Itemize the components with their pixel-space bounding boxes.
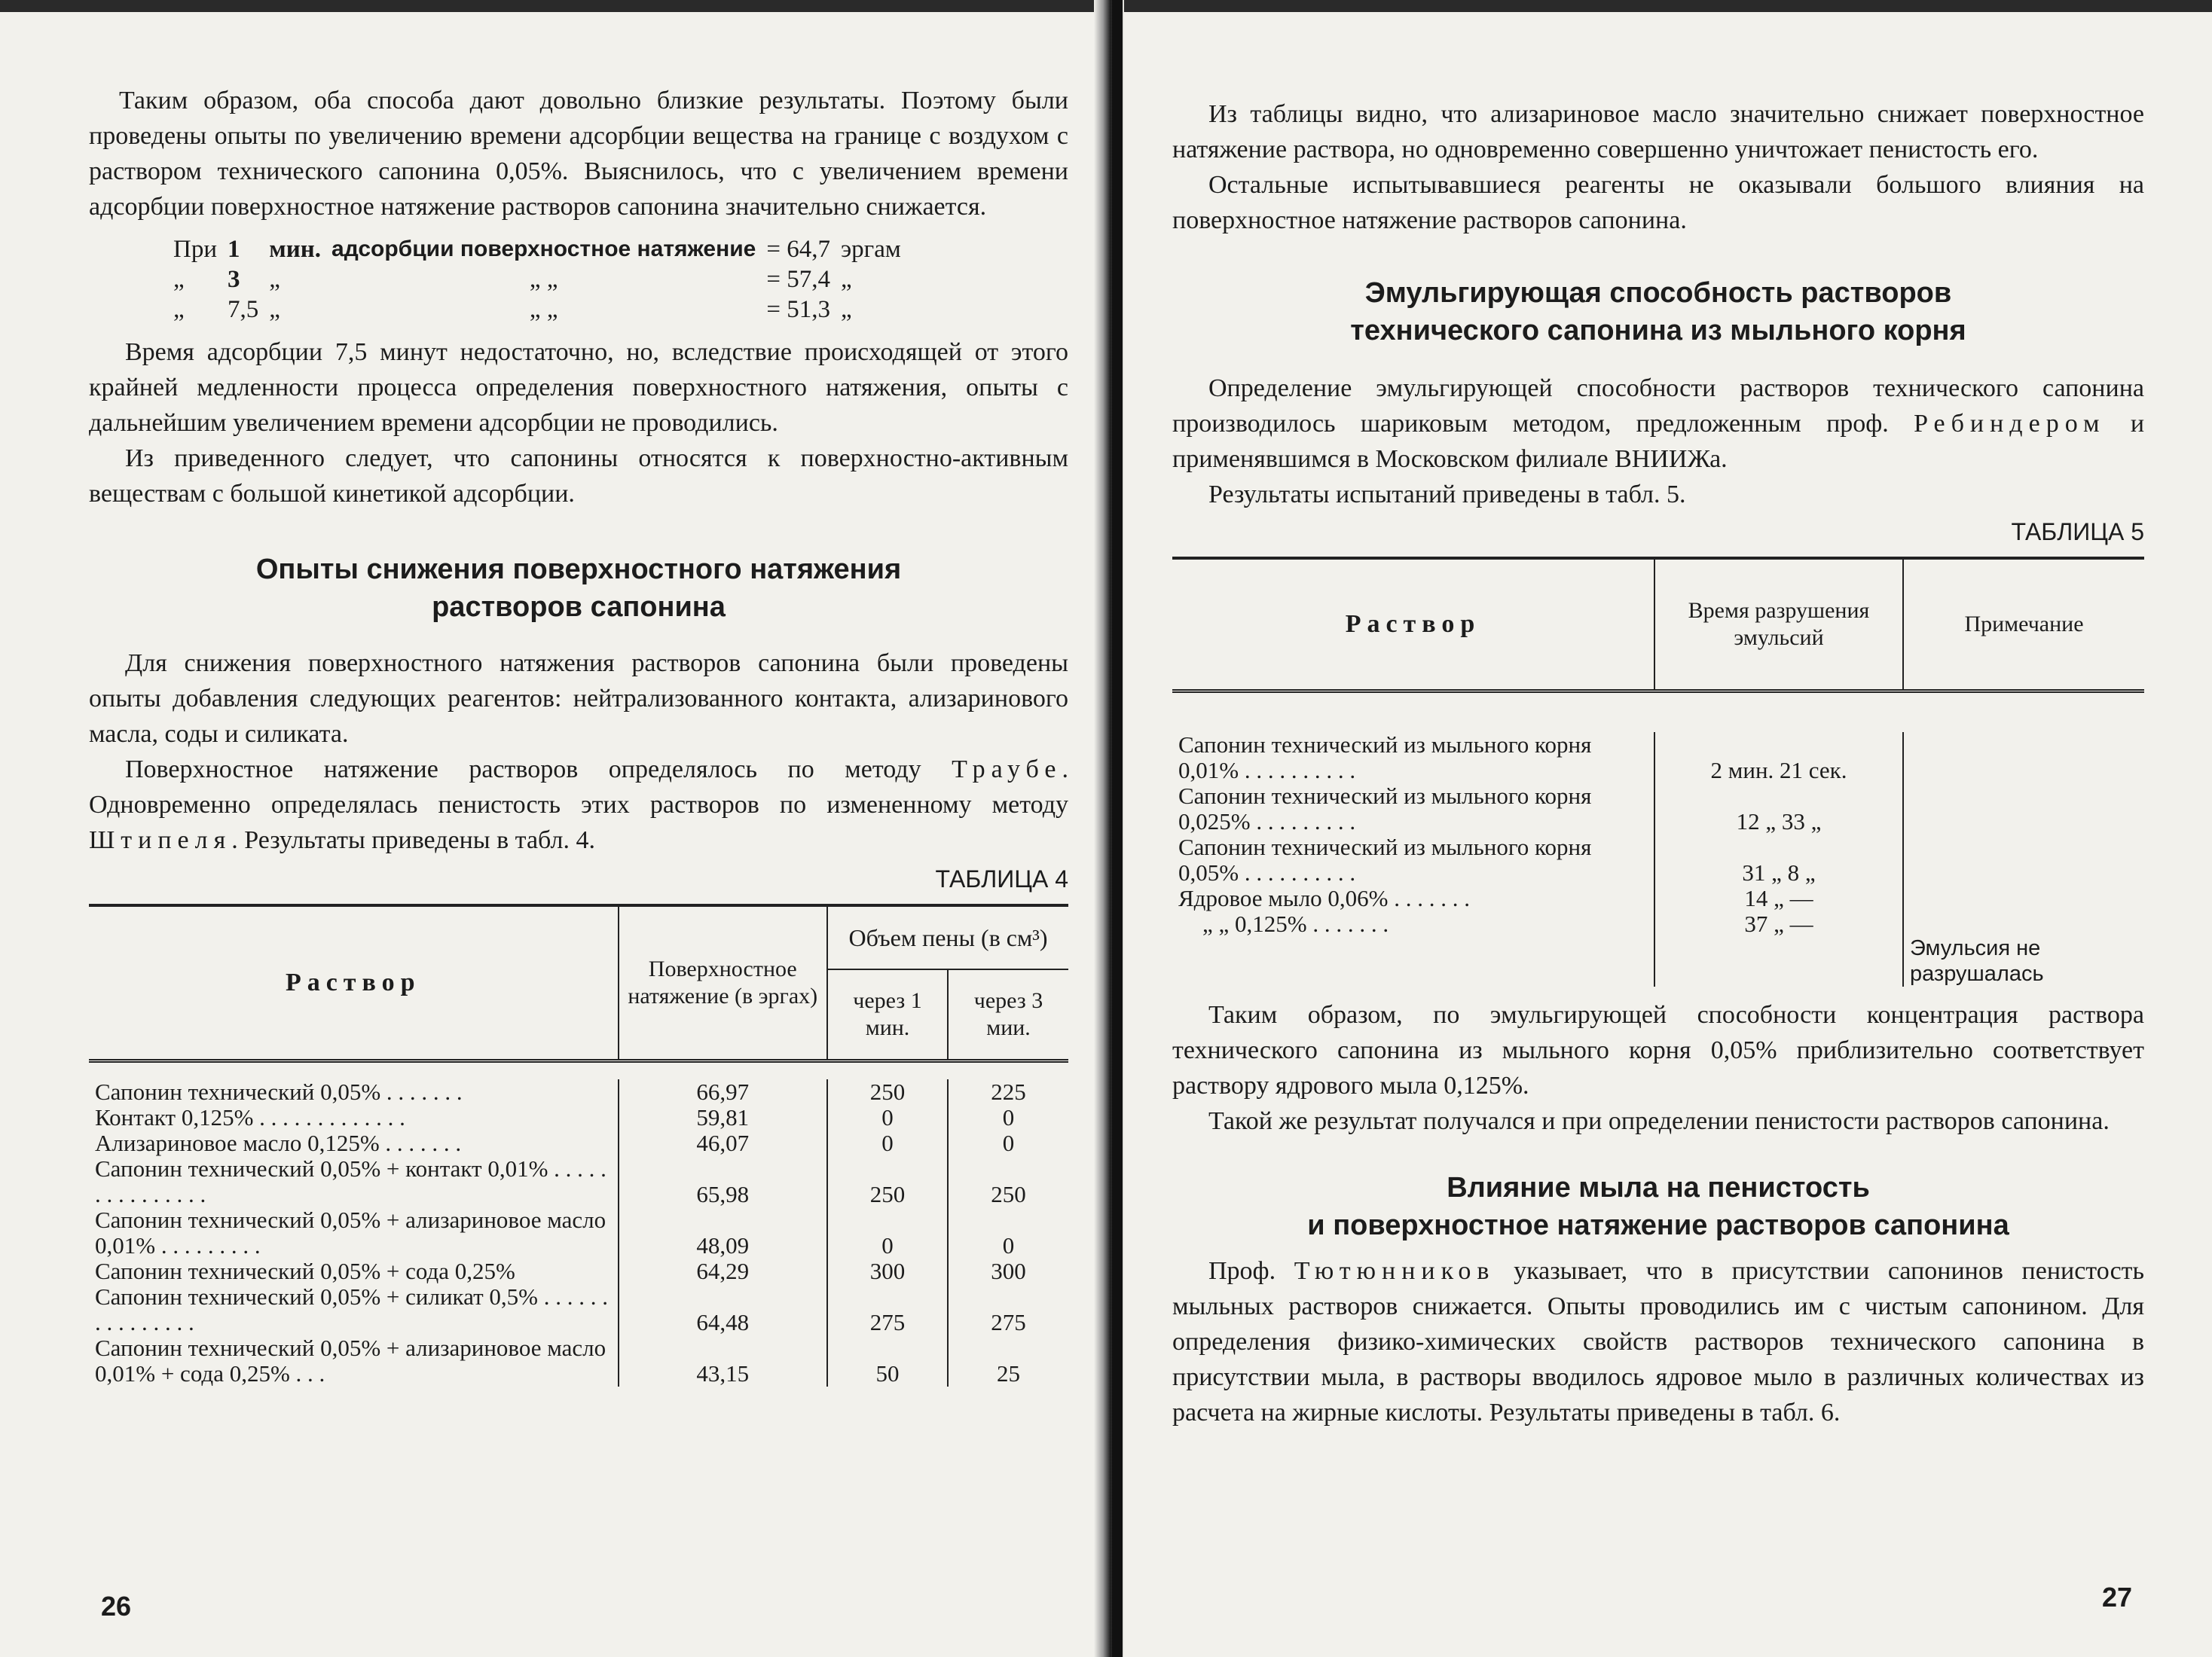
formula-prefix: „: [173, 266, 185, 293]
table-4-caption: ТАБЛИЦА 4: [935, 865, 1068, 893]
col-header-solution: Раствор: [89, 905, 619, 1061]
para5-text-c: . Результаты приведены в табл. 4.: [231, 826, 595, 854]
row-foam-3: 0: [948, 1207, 1068, 1259]
row-foam-1: 250: [827, 1079, 948, 1105]
left-paragraph-3: Из приведенного следует, что сапонины относятся к поверхностно-активным веществам с большой кинетикой адсорбции.: [89, 444, 1068, 508]
row-note: [1903, 835, 2144, 886]
row-solution: Сапонин технический 0,05% + ализариновое масло 0,01% + сода 0,25% . . .: [95, 1335, 606, 1387]
para5-text-a: Поверхностное натяжение растворов определялось по методу: [125, 755, 921, 783]
row-foam-1: 50: [827, 1335, 948, 1387]
row-solution: Сапонин технический 0,05% + контакт 0,01% . . . . . . . . . . . . . . .: [95, 1155, 606, 1207]
row-foam-1: 300: [827, 1259, 948, 1284]
row-foam-3: 300: [948, 1259, 1068, 1284]
table-row: [89, 1156, 1068, 1207]
table-row: [89, 1105, 1068, 1131]
heading-line-2: технического сапонина из мыльного корня: [1350, 315, 1966, 346]
row-solution: Ядровое мыло 0,06% . . . . . . .: [1178, 885, 1471, 911]
row-foam-1: 0: [827, 1105, 948, 1131]
row-time: 14 „ —: [1654, 886, 1903, 911]
row-solution: Ализариновое масло 0,125% . . . . . . .: [95, 1130, 462, 1156]
right-page: [1172, 96, 2144, 1430]
table-row: [1172, 835, 2144, 886]
table-4-header-row: [89, 905, 1068, 969]
row-foam-3: 0: [948, 1105, 1068, 1131]
row-time: 37 „ —: [1654, 911, 1903, 987]
adsorption-formula: [167, 233, 907, 325]
formula-row: [169, 265, 906, 294]
author-name-traube: Траубе: [952, 755, 1062, 783]
formula-time: 1: [228, 236, 240, 263]
row-solution: Контакт 0,125% . . . . . . . . . . . . .: [95, 1104, 405, 1131]
table-5-header-row: [1172, 558, 2144, 691]
para5-text-b: . Одновременно определялась пенистость этих растворов по измененному методу: [89, 755, 1069, 819]
row-foam-3: 0: [948, 1131, 1068, 1156]
row-foam-3: 225: [948, 1079, 1068, 1105]
table-row: [89, 1079, 1068, 1105]
para3-text-a: Определение эмульгирующей способности растворов технического сапонина производилось шариковым методом, предложенным проф.: [1172, 374, 2144, 438]
row-foam-3: 25: [948, 1335, 1068, 1387]
section-heading-emulsion: [1172, 274, 2144, 349]
table-4: [89, 904, 1068, 1387]
table-5: [1172, 557, 2144, 987]
table-row: [1172, 911, 2144, 987]
formula-text: „ „: [529, 266, 558, 293]
row-note: Эмульсия не разрушалась: [1903, 911, 2144, 987]
right-paragraph-2: Остальные испытывавшиеся реагенты не оказывали большого влияния на поверхностное натяжение растворов сапонина.: [1172, 171, 2144, 234]
page-number-left: 26: [101, 1591, 132, 1622]
formula-unit: „: [269, 266, 280, 293]
col-header-after-3: через 3 мии.: [948, 969, 1068, 1061]
para3-text-b: и применявшимся в Московском филиале ВНИИЖа.: [1172, 410, 2145, 473]
row-tension: 48,09: [619, 1207, 828, 1259]
heading-line-2: и поверхностное натяжение растворов сапонина: [1307, 1210, 2009, 1241]
row-solution: Сапонин технический 0,05% + силикат 0,5% . . . . . . . . . . . . . . .: [95, 1283, 608, 1335]
row-time: 2 мин. 21 сек.: [1654, 732, 1903, 783]
left-paragraph-2: Время адсорбции 7,5 минут недостаточно, но, вследствие происходящей от этого крайней медленности процесса определения поверхностного натяжения, опыты с дальнейшим увеличением времени адсорбции не проводились.: [89, 338, 1068, 437]
heading-line-2: растворов сапонина: [432, 591, 726, 623]
right-paragraph-1: Из таблицы видно, что ализариновое масло значительно снижает поверхностное натяжение раствора, но одновременно совершенно уничтожает пенистость его.: [1172, 100, 2144, 163]
col-header-note: Примечание: [1903, 558, 2144, 691]
left-paragraph-4: Для снижения поверхностного натяжения растворов сапонина были проведены опыты добавления следующих реагентов: нейтрализованного контакта, ализаринового масла, соды и силиката.: [89, 649, 1068, 748]
row-solution: Сапонин технический из мыльного корня 0,025% . . . . . . . . .: [1178, 783, 1592, 835]
row-tension: 59,81: [619, 1105, 828, 1131]
col-header-tension: Поверхностное натяжение (в эргах): [619, 905, 828, 1061]
formula-value: = 57,4: [766, 266, 830, 293]
author-name-rebinder: Ребиндером: [1914, 410, 2106, 438]
formula-result-unit: эргам: [841, 236, 901, 263]
table-row: [1172, 783, 2144, 835]
row-tension: 65,98: [619, 1156, 828, 1207]
author-name-tyutyunnikov: Тютюнников: [1294, 1257, 1496, 1285]
table-row: [89, 1284, 1068, 1335]
formula-row: [169, 235, 906, 264]
table-row: [89, 1207, 1068, 1259]
row-tension: 66,97: [619, 1079, 828, 1105]
formula-text: адсорбции поверхностное натяжение: [331, 236, 756, 261]
formula-unit: мин.: [269, 236, 322, 263]
right-paragraph-7: [1172, 1253, 2144, 1430]
table-row: [1172, 886, 2144, 911]
heading-line-1: Эмульгирующая способность растворов: [1364, 277, 1952, 309]
section-heading-foam: [89, 551, 1068, 626]
left-paragraph-5: [89, 752, 1068, 858]
row-tension: 46,07: [619, 1131, 828, 1156]
row-solution: Сапонин технический 0,05% + ализариновое масло 0,01% . . . . . . . . .: [95, 1207, 606, 1259]
formula-row: [169, 295, 906, 324]
heading-line-1: Опыты снижения поверхностного натяжения: [255, 554, 902, 585]
row-solution: Сапонин технический из мыльного корня 0,05% . . . . . . . . . .: [1178, 834, 1592, 886]
row-solution: Сапонин технический из мыльного корня 0,01% . . . . . . . . . .: [1178, 731, 1592, 783]
row-foam-1: 0: [827, 1131, 948, 1156]
right-paragraph-6: Такой же результат получался и при определении пенистости растворов сапонина.: [1208, 1107, 2110, 1135]
row-tension: 64,48: [619, 1284, 828, 1335]
col-header-solution: Раствор: [1172, 558, 1654, 691]
row-foam-3: 275: [948, 1284, 1068, 1335]
right-paragraph-5: Таким образом, по эмульгирующей способности концентрация раствора технического сапонина из мыльного корня 0,05% приблизительно соответствует раствору ядрового мыла 0,125%.: [1172, 1001, 2144, 1100]
section-heading-soap: [1172, 1169, 2144, 1244]
left-page: [89, 83, 1068, 1387]
formula-time: 3: [228, 266, 240, 293]
row-foam-1: 250: [827, 1156, 948, 1207]
row-foam-3: 250: [948, 1156, 1068, 1207]
right-paragraph-4: Результаты испытаний приведены в табл. 5.: [1208, 481, 1686, 508]
col-header-after-1: через 1 мин.: [827, 969, 948, 1061]
formula-result-unit: „: [841, 266, 852, 293]
formula-time: 7,5: [228, 296, 259, 323]
row-note: [1903, 732, 2144, 783]
formula-prefix: При: [173, 236, 217, 263]
formula-unit: „: [269, 296, 280, 323]
formula-prefix: „: [173, 296, 185, 323]
heading-line-1: Влияние мыла на пенистость: [1447, 1172, 1870, 1204]
para7-text-a: Проф.: [1208, 1257, 1276, 1285]
formula-value: = 64,7: [766, 236, 830, 263]
right-paragraph-3: [1172, 371, 2144, 477]
table-row: [89, 1335, 1068, 1387]
formula-result-unit: „: [841, 296, 852, 323]
row-note: [1903, 783, 2144, 835]
col-header-time: Время разрушения эмульсий: [1654, 558, 1903, 691]
row-solution: Сапонин технический 0,05% + сода 0,25%: [95, 1258, 515, 1284]
row-time: 12 „ 33 „: [1654, 783, 1903, 835]
table-5-caption: ТАБЛИЦА 5: [2011, 518, 2144, 545]
table-row: [89, 1131, 1068, 1156]
table-row: [1172, 732, 2144, 783]
left-paragraph-1: Таким образом, оба способа дают довольно близкие результаты. Поэтому были проведены опыты по увеличению времени адсорбции вещества на границе с воздухом с раствором технического сапонина 0,05%. Выяснилось, что с увеличением времени адсорбции поверхностное натяжение растворов сапонина значительно снижается.: [89, 87, 1068, 221]
row-solution: „ „ 0,125% . . . . . . .: [1202, 911, 1389, 937]
formula-value: = 51,3: [766, 296, 830, 323]
row-tension: 43,15: [619, 1335, 828, 1387]
row-time: 31 „ 8 „: [1654, 835, 1903, 886]
book-spine-shadow: [1112, 0, 1123, 1657]
row-note: [1903, 886, 2144, 911]
page-number-right: 27: [2102, 1582, 2133, 1613]
formula-text: „ „: [529, 296, 558, 323]
row-foam-1: 0: [827, 1207, 948, 1259]
author-name-shtipel: Штипеля: [89, 826, 232, 854]
row-foam-1: 275: [827, 1284, 948, 1335]
table-row: [89, 1259, 1068, 1284]
col-header-foam: Объем пены (в см³): [827, 905, 1068, 969]
row-tension: 64,29: [619, 1259, 828, 1284]
para7-text-b: указывает, что в присутствии сапонинов пенистость мыльных растворов снижается. Опыты проводились им с чистым сапонином. Для определения физико-химических свойств растворов технического сапонина в присутствии мыла, в растворы вводилось ядровое мыло в различных количествах из расчета на жирные кислоты. Результаты приведены в табл. 6.: [1172, 1257, 2145, 1427]
row-solution: Сапонин технический 0,05% . . . . . . .: [95, 1079, 463, 1105]
